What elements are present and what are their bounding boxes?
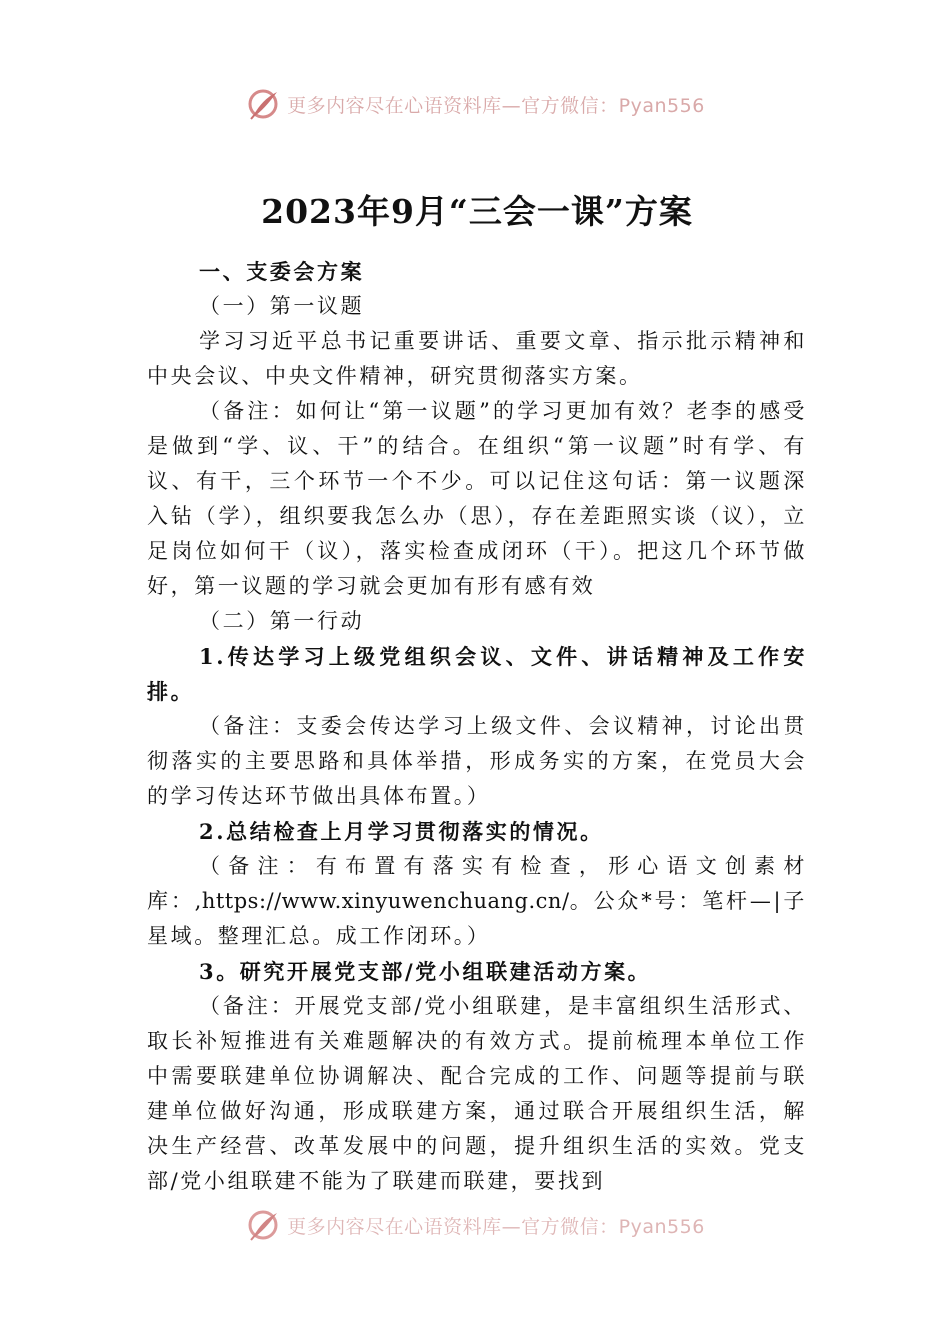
- feather-logo-icon: [245, 1207, 281, 1243]
- url-text: ,https://www.xinyuwenchuang.cn/: [194, 889, 570, 913]
- note-paragraph: （备注：支委会传达学习上级文件、会议精神，讨论出贯彻落实的主要思路和具体举措，形成务实的方案，在党员大会的学习传达环节做出具体布置。）: [147, 714, 807, 808]
- subsection-heading: （二）第一行动: [199, 609, 365, 633]
- item-heading: 2.总结检查上月学习贯彻落实的情况。: [199, 819, 604, 844]
- note-text: （备注：有布置有落实有检查，形心语文创素材库：: [147, 854, 807, 913]
- note-paragraph: [147, 849, 807, 954]
- note-paragraph: （备注：开展党支部/党小组联建，是丰富组织生活形式、取长补短推进有关难题解决的有效方式。提前梳理本单位工作中需要联建单位协调解决、配合完成的工作、问题等提前与联建单位做好沟通，形成联建方案，通过联合开展组织生活，解决生产经营、改革发展中的问题，提升组织生活的实效。党支部/党小组联建不能为了联建而联建，要找到: [147, 994, 807, 1193]
- note-paragraph: （备注：如何让“第一议题”的学习更加有效？老李的感受是做到“学、议、干”的结合。在组织“第一议题”时有学、有议、有干，三个环节一个不少。可以记住这句话：第一议题深入钻（学），组织要我怎么办（思），存在差距照实谈（议），立足岗位如何干（议），落实检查成闭环（干）。把这几个环节做好，第一议题的学习就会更加有形有感有效: [147, 399, 807, 598]
- watermark-text: 更多内容尽在心语资料库—官方微信：Pyan556: [287, 94, 705, 117]
- item-heading: 1.传达学习上级党组织会议、文件、讲话精神及工作安排。: [147, 644, 807, 704]
- watermark-footer: [0, 1205, 950, 1245]
- watermark-header: [0, 84, 950, 124]
- item-heading: 3。研究开展党支部/党小组联建活动方案。: [199, 959, 652, 984]
- document-body: [147, 184, 807, 1199]
- note-text: 。公众*号：笔杆—|子星域。整理汇总。成工作闭环。）: [147, 889, 807, 948]
- feather-logo-icon: [245, 86, 281, 122]
- paragraph: 学习习近平总书记重要讲话、重要文章、指示批示精神和中央会议、中央文件精神，研究贯彻落实方案。: [147, 329, 807, 388]
- section-heading: 一、支委会方案: [199, 259, 365, 284]
- subsection-heading: （一）第一议题: [199, 294, 365, 318]
- document-title: 2023年9月“三会一课”方案: [261, 192, 693, 231]
- watermark-text: 更多内容尽在心语资料库—官方微信：Pyan556: [287, 1215, 705, 1238]
